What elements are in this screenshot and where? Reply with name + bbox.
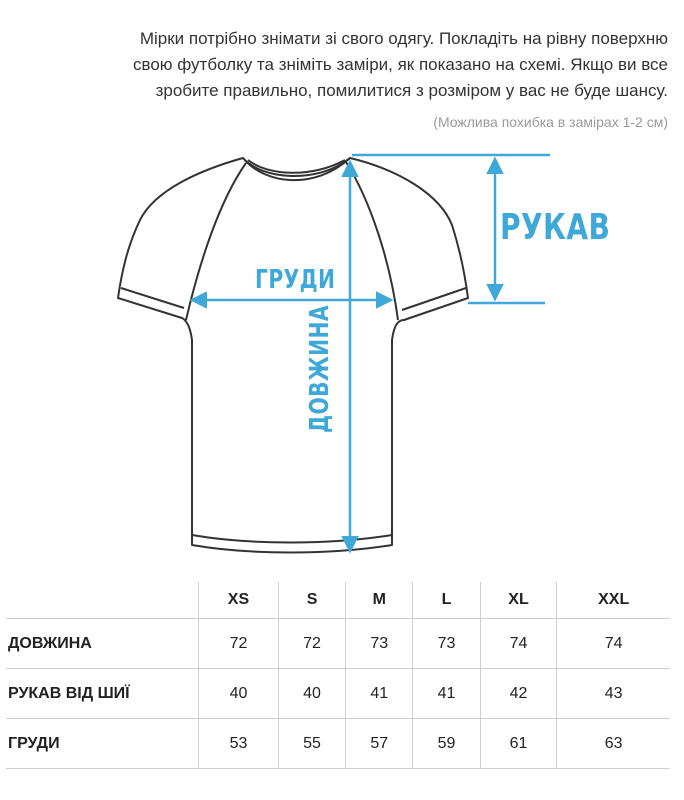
- table-cell: 72: [199, 619, 279, 669]
- size-header-xxl: XXL: [557, 582, 670, 619]
- row-label: ДОВЖИНА: [6, 619, 199, 669]
- table-cell: 41: [413, 669, 480, 719]
- table-cell: 72: [278, 619, 345, 669]
- size-header-empty: [6, 582, 199, 619]
- table-cell: 55: [278, 719, 345, 769]
- length-label: ДОВЖИНА: [305, 305, 335, 433]
- table-cell: 40: [199, 669, 279, 719]
- table-cell: 63: [557, 719, 670, 769]
- tshirt-outline: [118, 158, 468, 553]
- intro-line-2: свою футболку та зніміть заміри, як показано на схемі. Якщо ви все: [132, 55, 668, 74]
- table-cell: 42: [480, 669, 557, 719]
- table-cell: 53: [199, 719, 279, 769]
- size-header-row: [6, 582, 670, 619]
- sleeve-label: РУКАВ: [500, 207, 611, 248]
- table-row-sleeve: [6, 669, 670, 719]
- table-row-chest: [6, 719, 670, 769]
- chest-label: ГРУДИ: [255, 265, 336, 295]
- measurement-error-note: (Можлива похибка в замірах 1-2 см): [433, 114, 668, 130]
- size-header-m: M: [346, 582, 413, 619]
- size-header-l: L: [413, 582, 480, 619]
- row-label: ГРУДИ: [6, 719, 199, 769]
- size-header-xl: XL: [480, 582, 557, 619]
- table-cell: 40: [278, 669, 345, 719]
- size-header-xs: XS: [199, 582, 279, 619]
- table-cell: 57: [346, 719, 413, 769]
- row-label: РУКАВ ВІД ШИЇ: [6, 669, 199, 719]
- intro-line-3: зробите правильно, помилитися з розміром у вас не буде шансу.: [155, 81, 668, 100]
- size-header-s: S: [278, 582, 345, 619]
- table-cell: 74: [557, 619, 670, 669]
- table-cell: 73: [413, 619, 480, 669]
- table-row-length: [6, 619, 670, 669]
- table-cell: 43: [557, 669, 670, 719]
- size-table: [6, 582, 670, 769]
- table-cell: 74: [480, 619, 557, 669]
- table-cell: 41: [346, 669, 413, 719]
- table-cell: 73: [346, 619, 413, 669]
- table-cell: 61: [480, 719, 557, 769]
- intro-line-1: Мірки потрібно знімати зі свого одягу. Покладіть на рівну поверхню: [139, 29, 668, 48]
- table-cell: 59: [413, 719, 480, 769]
